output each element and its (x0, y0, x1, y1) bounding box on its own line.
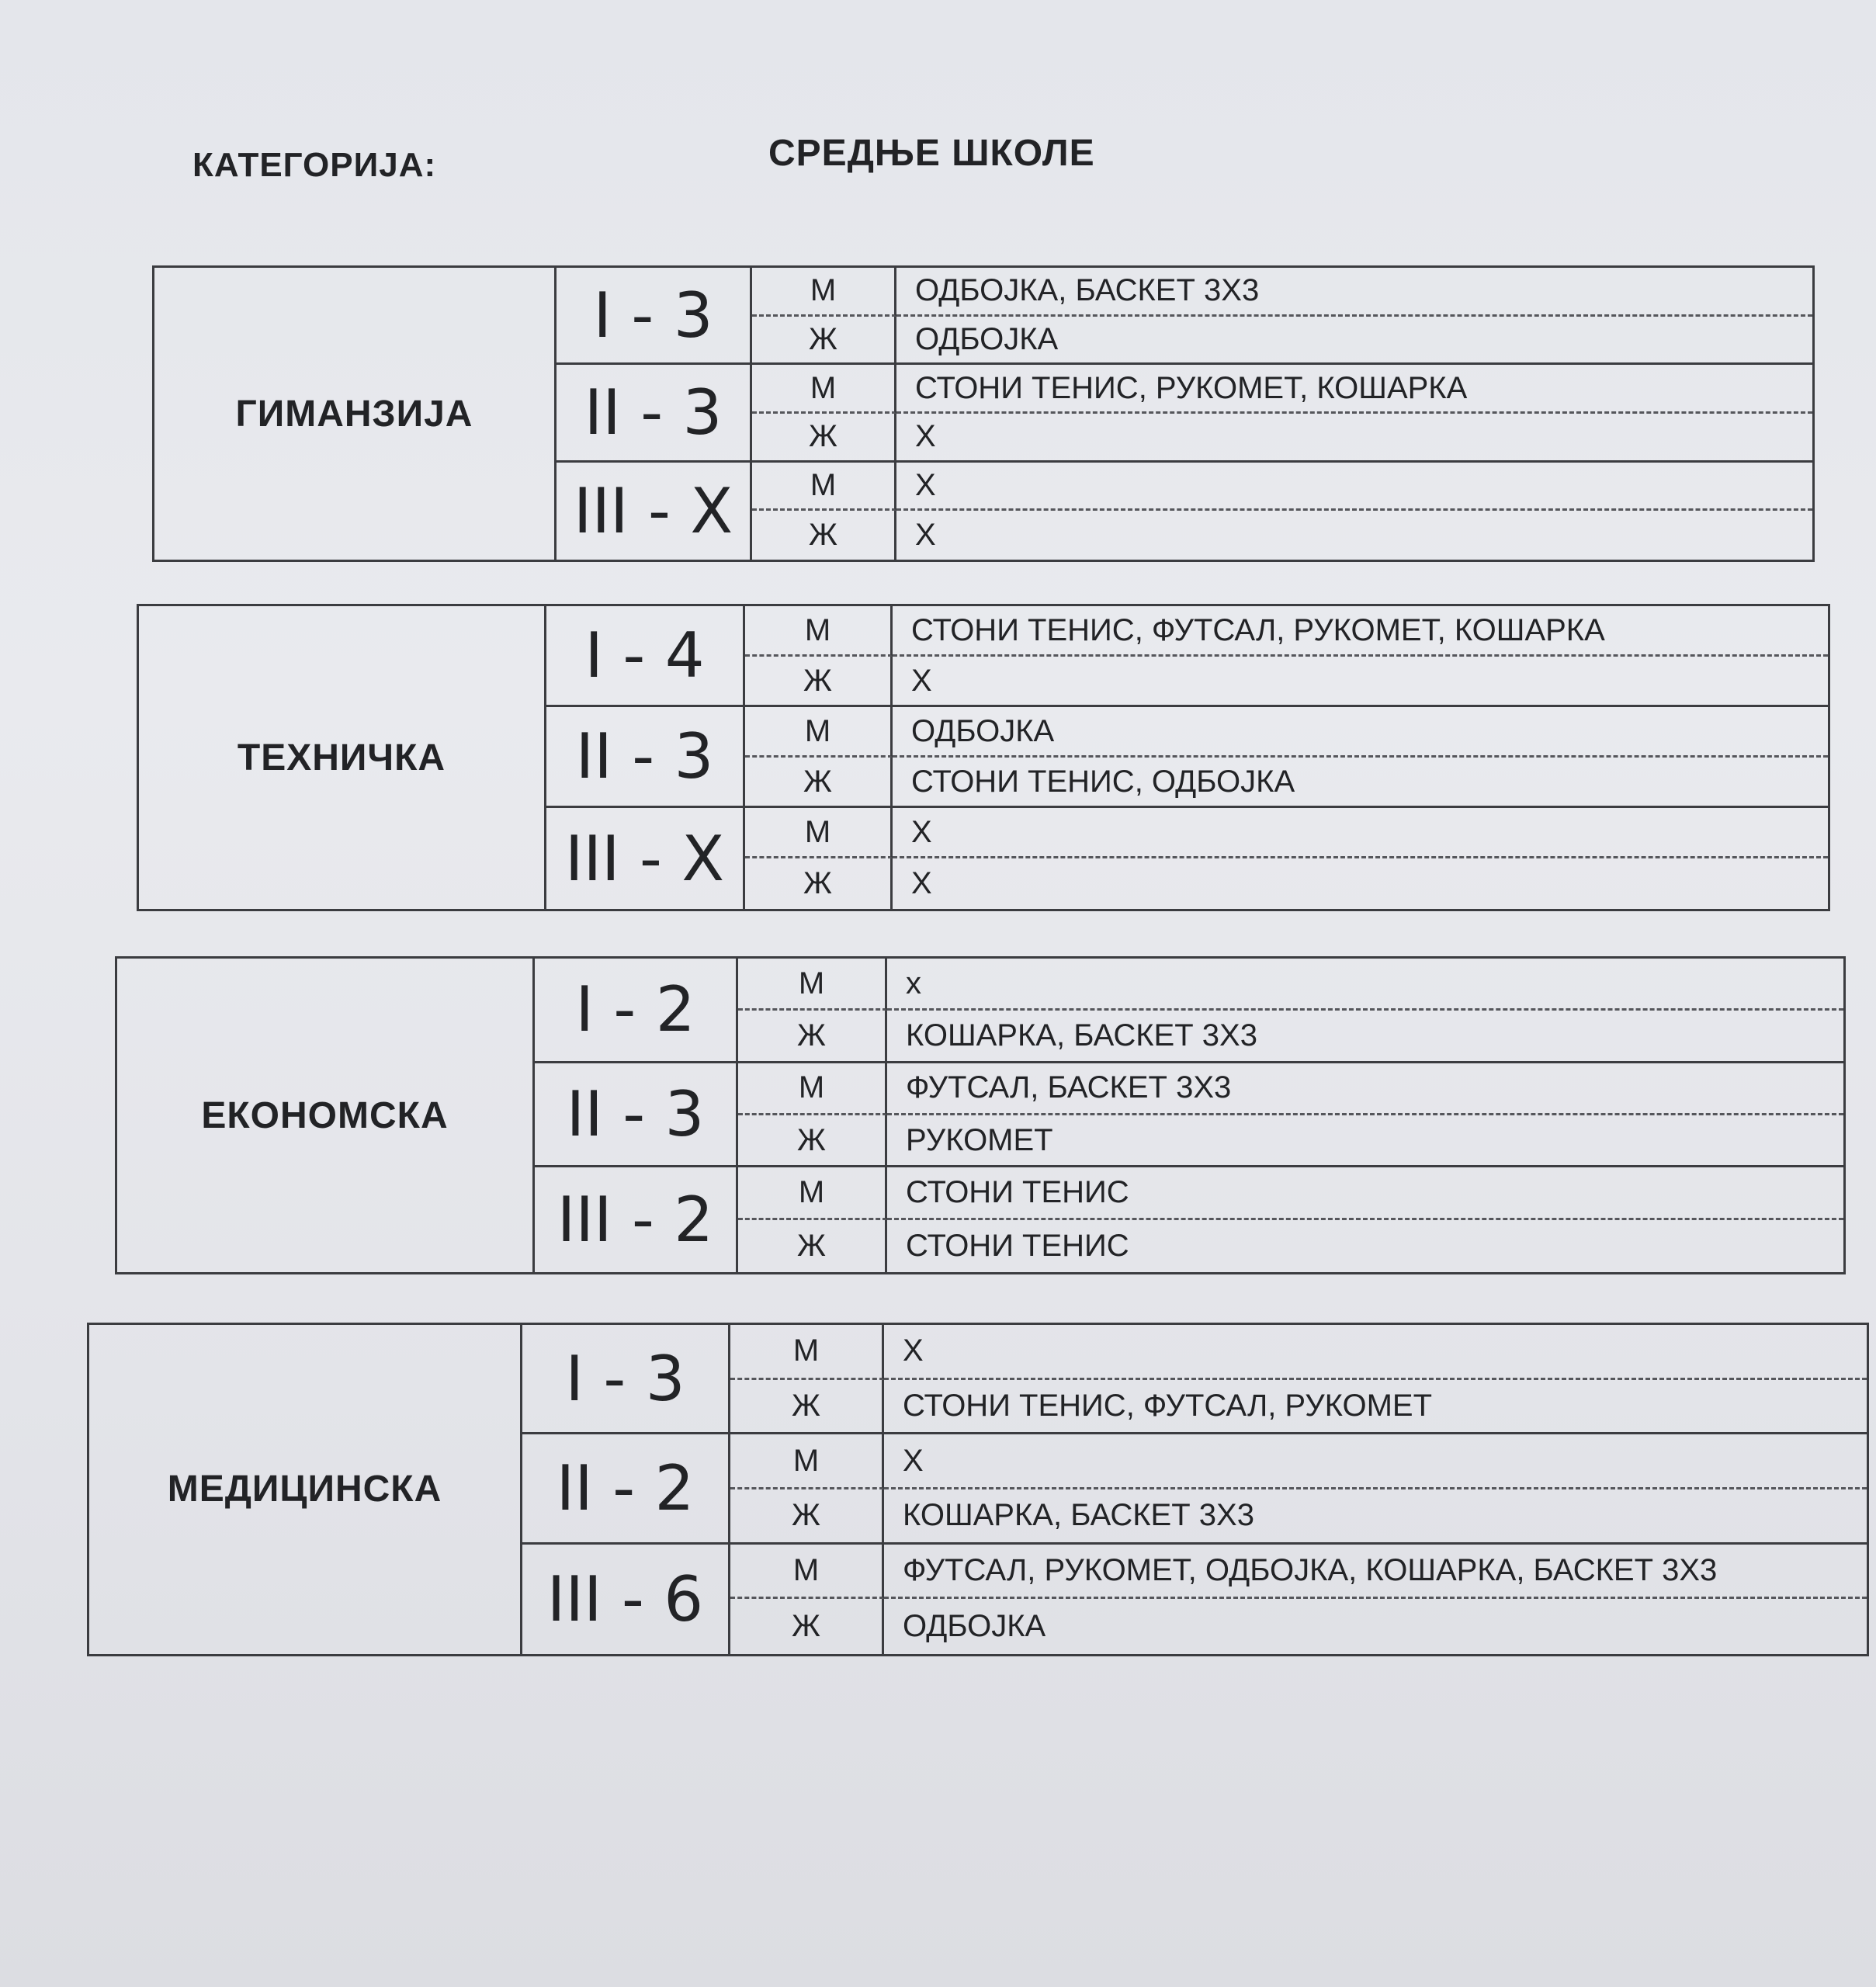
gender-male: М (752, 365, 896, 414)
school-name: ЕКОНОМСКА (117, 959, 535, 1272)
grade-cell: III - 6 (522, 1545, 730, 1654)
category-header (0, 132, 1876, 194)
gender-female: Ж (752, 511, 896, 560)
sports-female: Х (893, 657, 1828, 707)
grade-cell: III - X (546, 808, 745, 909)
gender-male: М (745, 808, 893, 858)
sports-female: КОШАРКА, БАСКЕТ 3Х3 (884, 1489, 1867, 1545)
sports-female: Х (911, 866, 932, 900)
sports-female: РУКОМЕТ (887, 1115, 1843, 1167)
gender-female: Ж (752, 317, 896, 366)
gender-male: М (730, 1325, 884, 1380)
sports-male: Х (884, 1434, 1867, 1489)
sports-male: ФУТСАЛ, РУКОМЕТ, ОДБОЈКА, КОШАРКА, БАСКЕТ 3Х3 (884, 1545, 1867, 1600)
sports-male: Х (893, 808, 1828, 858)
gender-male: М (730, 1434, 884, 1489)
grade-cell: III - 2 (535, 1167, 738, 1272)
school-name: ТЕХНИЧКА (139, 606, 546, 909)
gender-male: М (730, 1545, 884, 1600)
gender-female: Ж (745, 858, 893, 909)
sports-male: СТОНИ ТЕНИС (887, 1167, 1843, 1219)
gender-male: М (738, 1167, 887, 1219)
gender-male: М (745, 707, 893, 758)
sports-male: ФУТСАЛ, БАСКЕТ 3Х3 (887, 1063, 1843, 1115)
grade-cell: I - 4 (546, 606, 745, 707)
sports-male: х (887, 959, 1843, 1011)
category-value: СРЕДЊЕ ШКОЛЕ (768, 133, 1095, 174)
sports-male: Х (896, 463, 1812, 511)
gender-female: Ж (752, 414, 896, 463)
sports-female: СТОНИ ТЕНИС, ОДБОЈКА (893, 758, 1828, 808)
sports-male: ОДБОЈКА, БАСКЕТ 3Х3 (896, 268, 1812, 317)
sports-male: ОДБОЈКА (893, 707, 1828, 758)
grade-cell: I - 3 (557, 268, 752, 365)
sports-female: СТОНИ ТЕНИС, ФУТСАЛ, РУКОМЕТ (884, 1380, 1867, 1435)
grade-cell: I - 3 (522, 1325, 730, 1434)
gender-female: Ж (738, 1115, 887, 1167)
gender-male: М (738, 1063, 887, 1115)
gender-male: М (745, 606, 893, 657)
gender-female: Ж (738, 1011, 887, 1063)
gender-female: Ж (730, 1489, 884, 1545)
gender-male: М (738, 959, 887, 1011)
sports-female: Х (896, 414, 1812, 463)
gender-female: Ж (730, 1599, 884, 1654)
gender-male: М (752, 268, 896, 317)
sports-male: СТОНИ ТЕНИС, ФУТСАЛ, РУКОМЕТ, КОШАРКА (893, 606, 1828, 657)
sports-male: Х (884, 1325, 1867, 1380)
grade-cell: II - 3 (535, 1063, 738, 1168)
school-table-gimnazija (152, 265, 1815, 562)
school-table-tehnicka (137, 604, 1830, 911)
gender-male: М (752, 463, 896, 511)
grade-cell: III - X (557, 463, 752, 560)
grade-cell: II - 3 (546, 707, 745, 808)
school-table-ekonomska (115, 956, 1846, 1274)
sports-female: Х (915, 518, 936, 553)
grade-cell: I - 2 (535, 959, 738, 1063)
gender-female: Ж (738, 1220, 887, 1272)
grade-cell: II - 2 (522, 1434, 730, 1544)
sports-female: ОДБОЈКА (903, 1609, 1046, 1644)
sports-female: ОДБОЈКА (896, 317, 1812, 366)
school-name: МЕДИЦИНСКА (89, 1325, 522, 1654)
sports-female: СТОНИ ТЕНИС (906, 1228, 1129, 1263)
school-table-medicinska (87, 1323, 1869, 1656)
sports-female: КОШАРКА, БАСКЕТ 3Х3 (887, 1011, 1843, 1063)
sports-male: СТОНИ ТЕНИС, РУКОМЕТ, КОШАРКА (896, 365, 1812, 414)
category-label: КАТЕГОРИЈА: (192, 146, 437, 184)
gender-female: Ж (730, 1380, 884, 1435)
school-name: ГИМАНЗИЈА (154, 268, 557, 560)
gender-female: Ж (745, 758, 893, 808)
grade-cell: II - 3 (557, 365, 752, 462)
gender-female: Ж (745, 657, 893, 707)
